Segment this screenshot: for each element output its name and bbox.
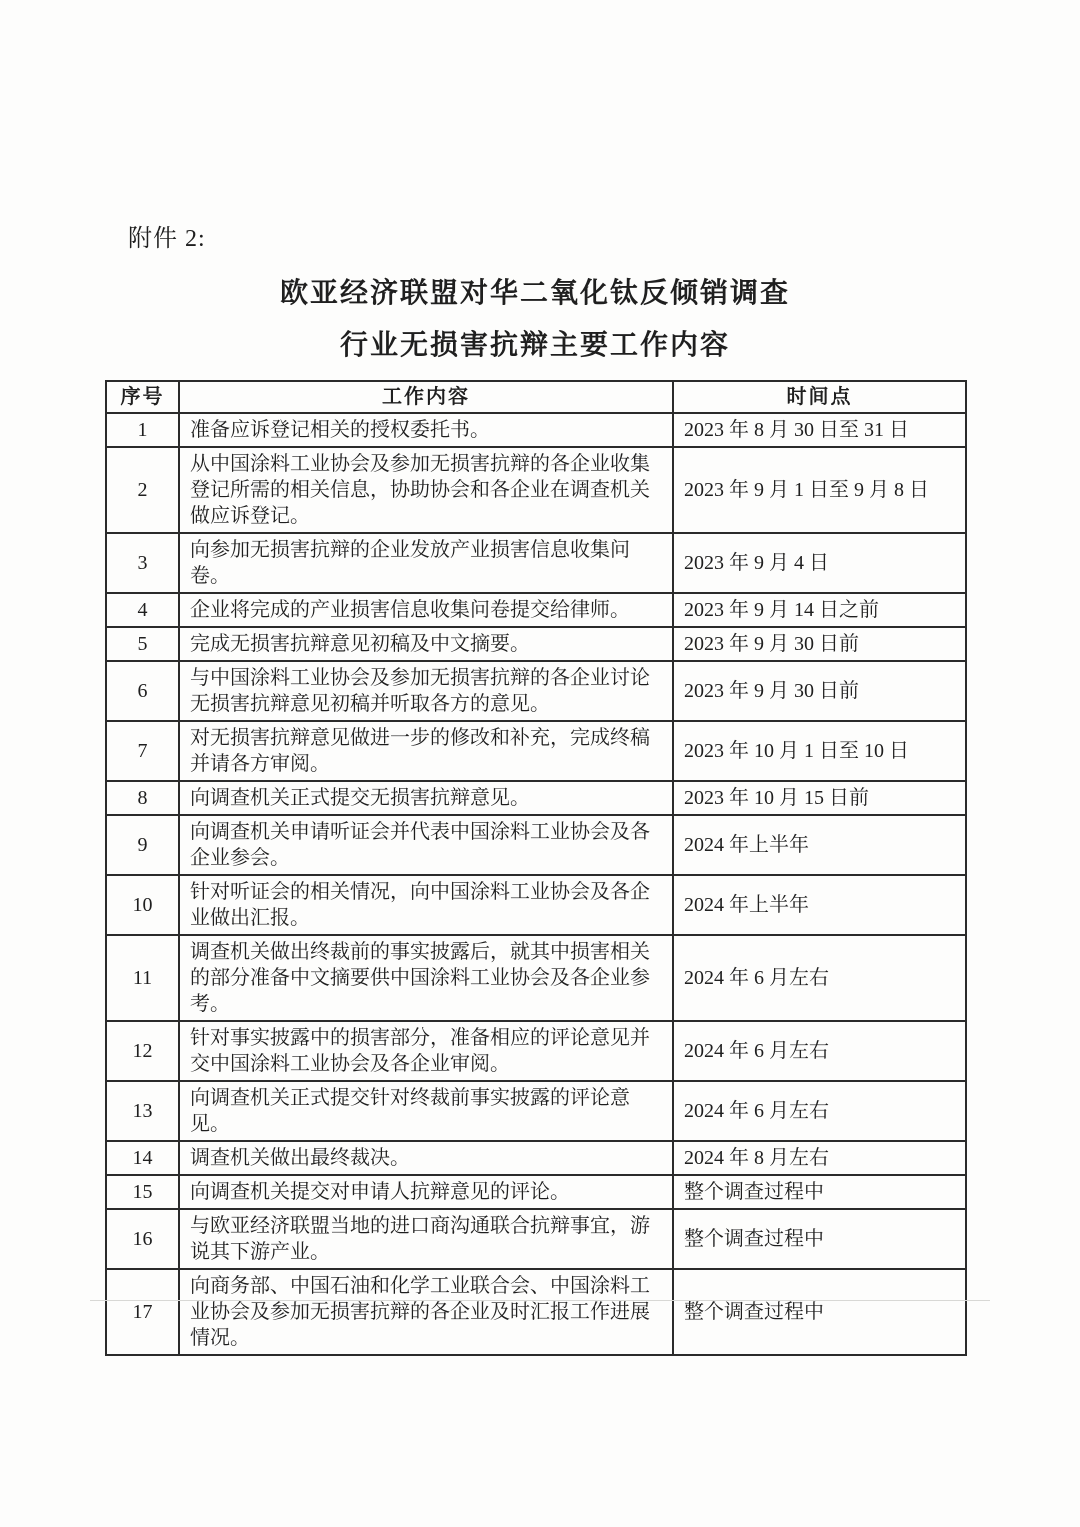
work-content: 向调查机关申请听证会并代表中国涂料工业协会及各企业参会。 (179, 815, 673, 875)
row-number: 10 (106, 875, 179, 935)
row-number: 5 (106, 627, 179, 661)
time-point: 2023 年 10 月 15 日前 (673, 781, 966, 815)
time-point: 2023 年 9 月 30 日前 (673, 661, 966, 721)
time-point: 2023 年 9 月 4 日 (673, 533, 966, 593)
row-number: 14 (106, 1141, 179, 1175)
time-point: 整个调查过程中 (673, 1175, 966, 1209)
table-row (106, 875, 966, 935)
work-content: 向商务部、中国石油和化学工业联合会、中国涂料工业协会及参加无损害抗辩的各企业及时汇报工作进展情况。 (179, 1269, 673, 1355)
attachment-label: 附件 2: (128, 226, 206, 252)
work-content: 对无损害抗辩意见做进一步的修改和补充，完成终稿并请各方审阅。 (179, 721, 673, 781)
work-content: 与欧亚经济联盟当地的进口商沟通联合抗辩事宜，游说其下游产业。 (179, 1209, 673, 1269)
table-row (106, 661, 966, 721)
time-point: 2024 年 6 月左右 (673, 1081, 966, 1141)
table-row (106, 413, 966, 447)
table-header-row (106, 381, 966, 413)
title-line-1: 欧亚经济联盟对华二氧化钛反倾销调查 (279, 278, 790, 309)
time-point: 2023 年 9 月 30 日前 (673, 627, 966, 661)
work-content: 完成无损害抗辩意见初稿及中文摘要。 (179, 627, 673, 661)
row-number: 8 (106, 781, 179, 815)
header-work-content: 工作内容 (179, 381, 673, 413)
work-schedule-table (105, 380, 967, 1356)
table-row (106, 1021, 966, 1081)
work-content: 从中国涂料工业协会及参加无损害抗辩的各企业收集登记所需的相关信息，协助协会和各企业在调查机关做应诉登记。 (179, 447, 673, 533)
time-point: 2024 年 8 月左右 (673, 1141, 966, 1175)
time-point: 整个调查过程中 (673, 1269, 966, 1355)
time-point: 2024 年上半年 (673, 815, 966, 875)
row-number: 13 (106, 1081, 179, 1141)
work-content: 调查机关做出终裁前的事实披露后，就其中损害相关的部分准备中文摘要供中国涂料工业协会及各企业参考。 (179, 935, 673, 1021)
document-title (105, 268, 965, 372)
work-content: 向调查机关正式提交无损害抗辩意见。 (179, 781, 673, 815)
table-row (106, 1269, 966, 1355)
row-number: 7 (106, 721, 179, 781)
table-row (106, 815, 966, 875)
row-number: 15 (106, 1175, 179, 1209)
work-content: 准备应诉登记相关的授权委托书。 (179, 413, 673, 447)
row-number: 12 (106, 1021, 179, 1081)
row-number: 3 (106, 533, 179, 593)
row-number: 1 (106, 413, 179, 447)
time-point: 2024 年上半年 (673, 875, 966, 935)
work-content: 针对听证会的相关情况，向中国涂料工业协会及各企业做出汇报。 (179, 875, 673, 935)
work-content: 向调查机关提交对申请人抗辩意见的评论。 (179, 1175, 673, 1209)
table-row (106, 1175, 966, 1209)
table-row (106, 593, 966, 627)
scan-artifact-line (90, 1300, 990, 1301)
time-point: 2023 年 8 月 30 日至 31 日 (673, 413, 966, 447)
work-content: 向调查机关正式提交针对终裁前事实披露的评论意见。 (179, 1081, 673, 1141)
row-number: 9 (106, 815, 179, 875)
table-row (106, 721, 966, 781)
table-row (106, 1141, 966, 1175)
row-number: 4 (106, 593, 179, 627)
table-row (106, 627, 966, 661)
table-row (106, 781, 966, 815)
table-row (106, 533, 966, 593)
table-row (106, 935, 966, 1021)
time-point: 2023 年 9 月 14 日之前 (673, 593, 966, 627)
work-content: 向参加无损害抗辩的企业发放产业损害信息收集问卷。 (179, 533, 673, 593)
time-point: 2024 年 6 月左右 (673, 935, 966, 1021)
time-point: 2024 年 6 月左右 (673, 1021, 966, 1081)
time-point: 2023 年 10 月 1 日至 10 日 (673, 721, 966, 781)
row-number: 11 (106, 935, 179, 1021)
row-number: 6 (106, 661, 179, 721)
row-number: 17 (106, 1269, 179, 1355)
header-time-point: 时间点 (673, 381, 966, 413)
table-row (106, 447, 966, 533)
table-row (106, 1209, 966, 1269)
time-point: 2023 年 9 月 1 日至 9 月 8 日 (673, 447, 966, 533)
work-content: 企业将完成的产业损害信息收集问卷提交给律师。 (179, 593, 673, 627)
header-serial-number: 序号 (106, 381, 179, 413)
table-row (106, 1081, 966, 1141)
work-content: 调查机关做出最终裁决。 (179, 1141, 673, 1175)
title-line-2: 行业无损害抗辩主要工作内容 (339, 330, 730, 361)
row-number: 16 (106, 1209, 179, 1269)
time-point: 整个调查过程中 (673, 1209, 966, 1269)
work-content: 针对事实披露中的损害部分，准备相应的评论意见并交中国涂料工业协会及各企业审阅。 (179, 1021, 673, 1081)
row-number: 2 (106, 447, 179, 533)
work-content: 与中国涂料工业协会及参加无损害抗辩的各企业讨论无损害抗辩意见初稿并听取各方的意见。 (179, 661, 673, 721)
